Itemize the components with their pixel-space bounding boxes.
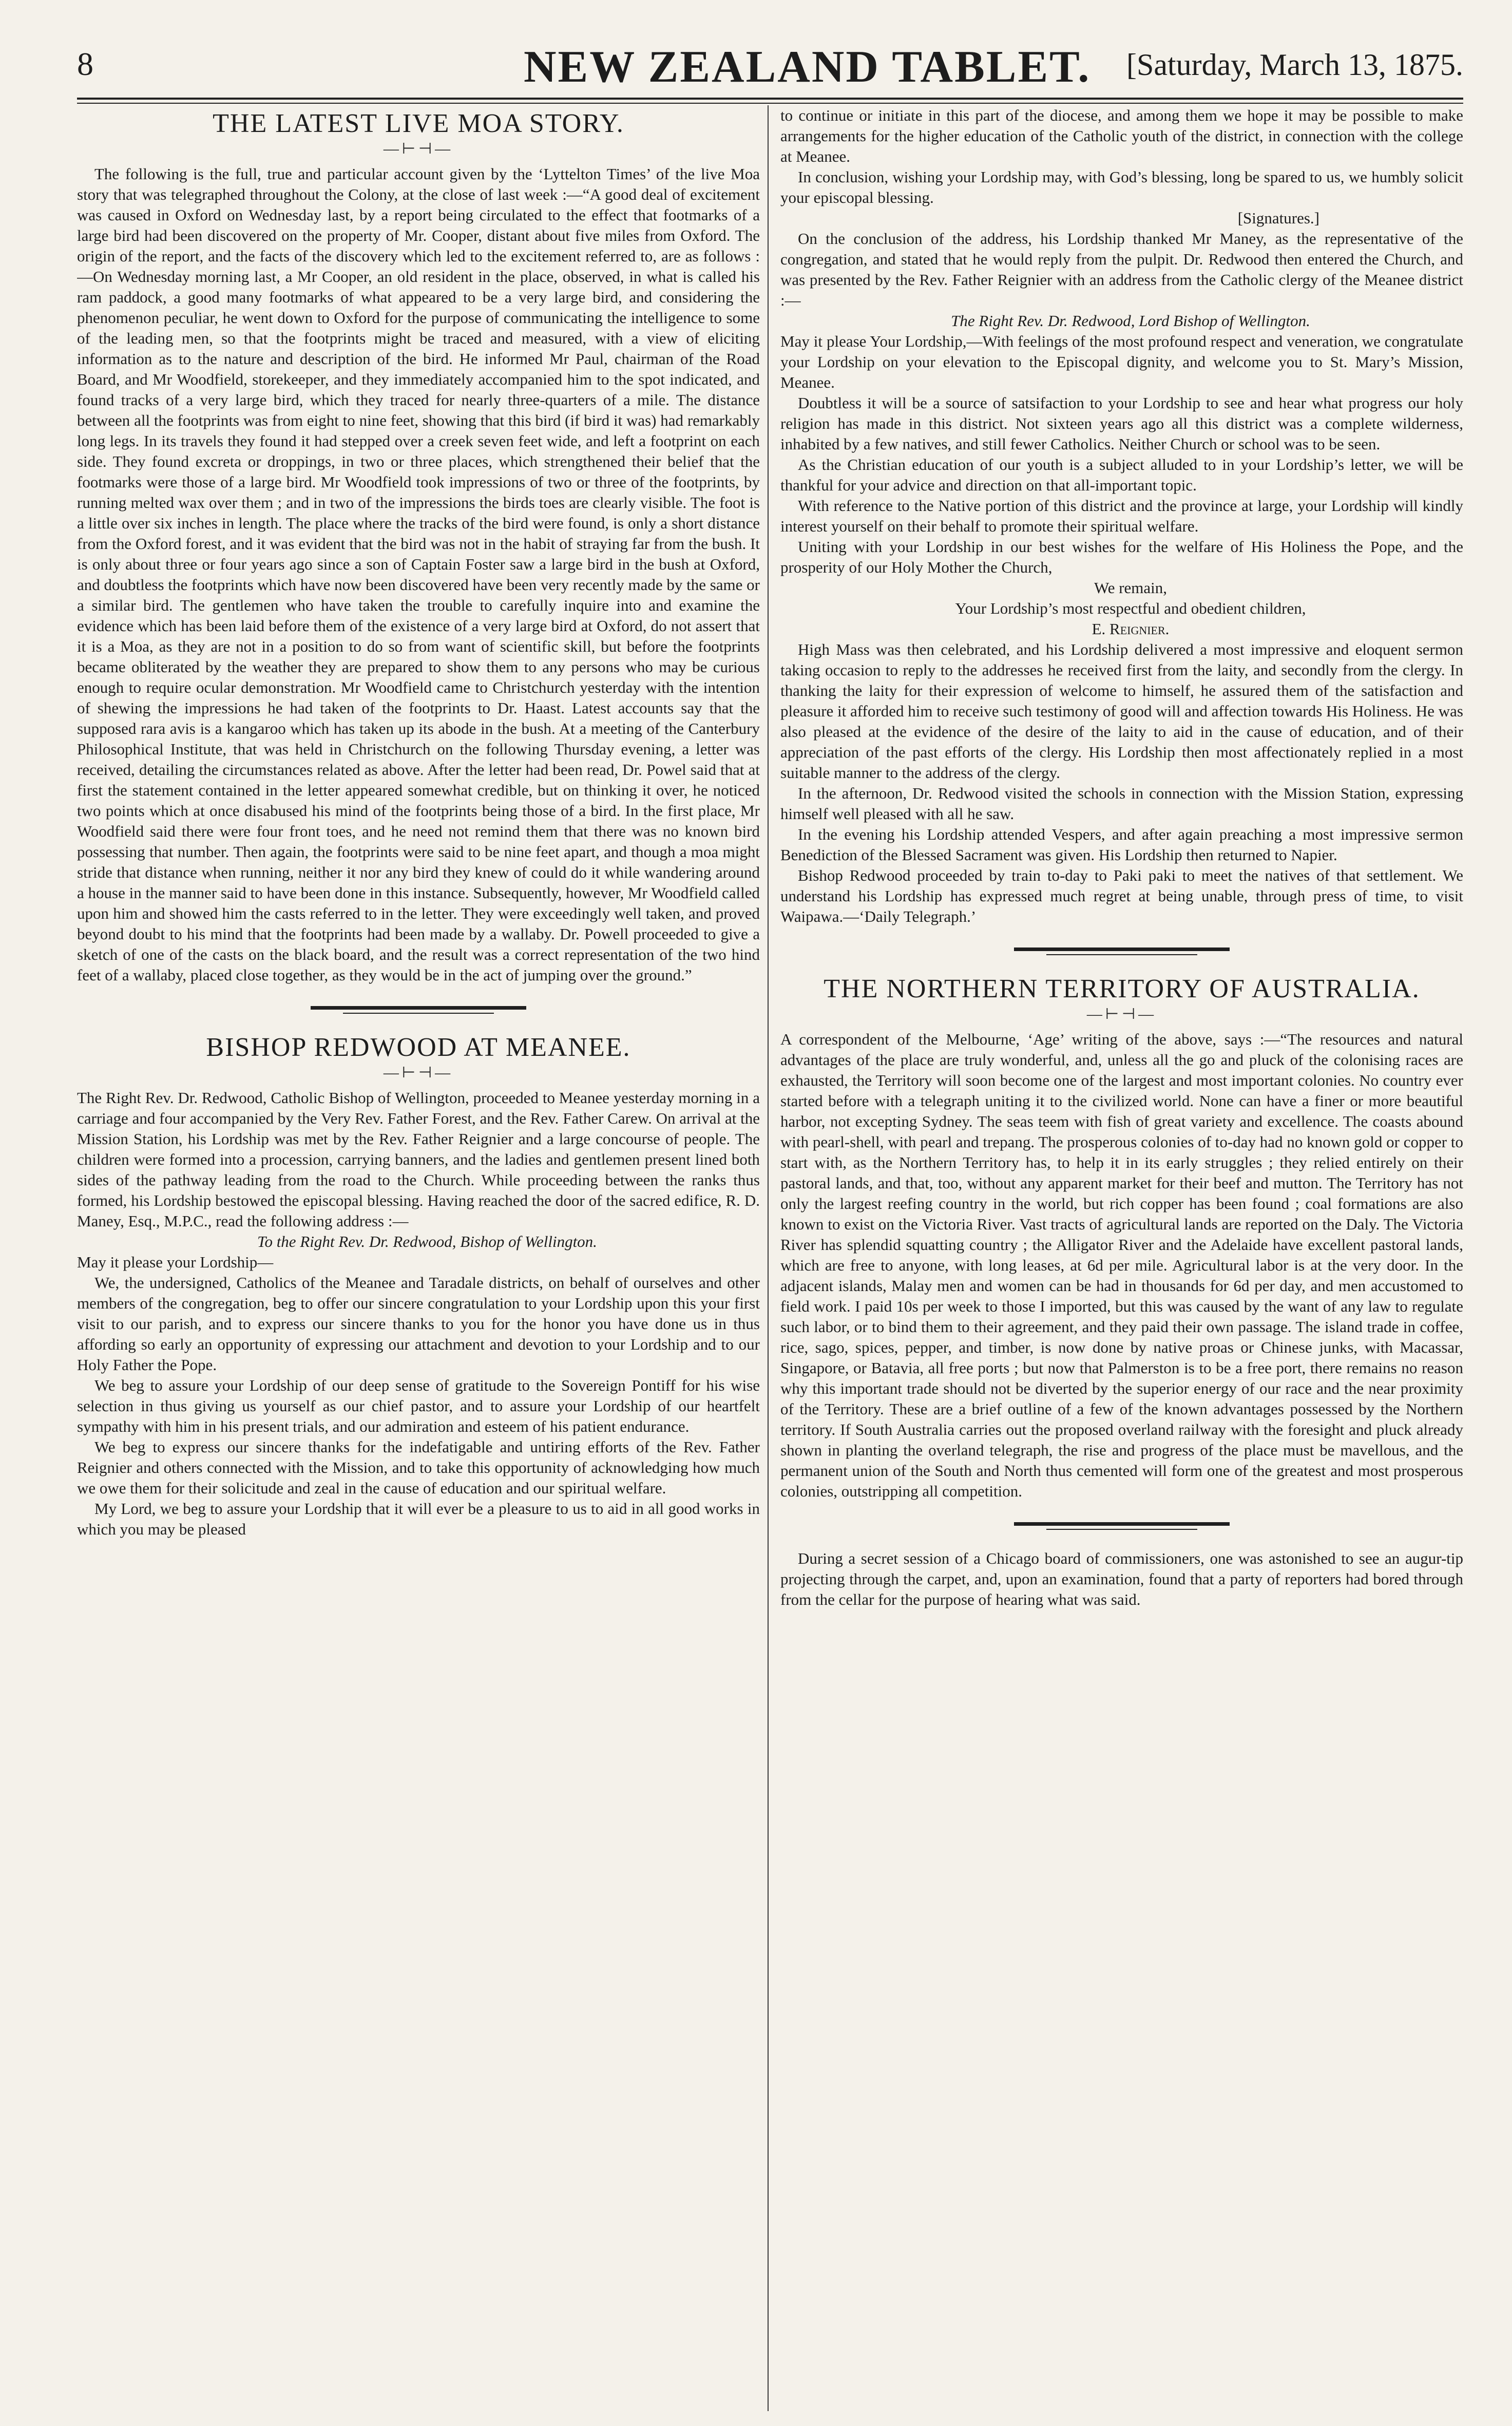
section-divider (311, 1006, 526, 1014)
left-column (77, 105, 760, 2411)
after-paragraph: High Mass was then celebrated, and his Lordship delivered a most impressive and eloquent sermon taking occasion to reply to the addresses he received first from the laity, and secondly from the clergy. In thanking the laity for their expression of welcome to himself, he assured them of the satisfaction and pleasure it afforded him to receive such testimony of good will and affection towards His Holiness. He was also pleased at the evidence of the desire of the laity to aid in the cause of education, and of their appreciation of the past efforts of the clergy. His Lordship then most affectionately replied in a most suitable manner to the address of the clergy. (780, 640, 1463, 782)
right-column (780, 105, 1463, 2411)
redwood-headline: BISHOP REDWOOD AT MEANEE. (206, 1033, 631, 1062)
signatures-note: [Signatures.] (1237, 209, 1319, 227)
northern-paragraph: A correspondent of the Melbourne, ‘Age’ writing of the above, says :—“The resources and natural advantages of the place are truly wonderful, and, unless all the go and pluck of the colonising races are exhausted, the Territory will soon become one of the largest and most important colonies. No country ever started before with a telegraph uniting it to the civilized world. None can have a finer or more beautiful harbor, not excepting Sydney. The seas teem with fish of great variety and excellence. The coasts abound with pearl-shell, with pearl and trepang. The prosperous colonies of to-day had no known gold or copper to start with, as the Northern Territory has, to help it in its early struggles ; they relied entirely on their pastoral lands, and that, too, without any apparent market for their beef and mutton. The Territory has not only the largest reefing country in the world, but rich copper has been found ; coal formations are also known to exist on the Victoria River. Vast tracts of agricultural lands are reported on the Daly. The Victoria River has splendid squatting country ; the Alligator River and the Adelaide have excellent pastoral lands, which are free to anyone, with long leases, at 6d per mile. Agricultural labor is at the very door. In the adjacent islands, Malay men and women can be had in thousands for 6d per day, and men accustomed to field work. I paid 10s per week to those I imported, but this was caused by the want of any law to regulate such labor, or to bind them to their agreement, and they paid their own passage. The island trade in coffee, rice, sago, spices, pepper, and timber, is now done by native proas or Chinese junks, with Macassar, Singapore, or Batavia, all free ports ; but now that Palmerston is to be a free port, there remains no reason why this important trade should not be diverted by the superior energy of our race and the near proximity of the Territory. These are a brief outline of a few of the known advantages possessed by the Northern territory. If South Australia carries out the proposed overland railway with the foresight and pluck already shown in planting the overland telegraph, the rise and progress of the place must be mavellous, and the permanent union of the South and North thus cemented will form one of the greatest and most prosperous colonies, outstripping all competition. (780, 1030, 1463, 1500)
page-number: 8 (77, 46, 93, 82)
chicago-paragraph: During a secret session of a Chicago board of commissioners, one was astonished to see an augur-tip projecting through the carpet, and, upon an examination, found that a party of reporters had bored through from the cellar for the purpose of hearing what was said. (780, 1549, 1463, 1608)
address1-paragraph: We beg to assure your Lordship of our deep sense of gratitude to the Sovereign Pontiff for his wise selection in thus giving us yourself as our chief pastor, and to assure your Lordship of our heartfelt sympathy with him in his present trials, and our admiration and esteem of his patient endurance. (77, 1376, 760, 1435)
after-paragraph: Bishop Redwood proceeded by train to-day to Paki paki to meet the natives of that settlement. We understand his Lordship has expressed much regret at being unable, through press of time, to visit Waipawa.—‘Daily Telegraph.’ (780, 866, 1463, 925)
address1-continuation: to continue or initiate in this part of the diocese, and among them we hope it may be possible to make arrangements for the higher education of the Catholic youth of the district, in connection with the college at Meanee. (780, 106, 1463, 165)
column-divider (768, 105, 769, 2411)
address1-salutation: May it please your Lordship— (77, 1253, 274, 1271)
section-divider (1014, 1522, 1230, 1530)
masthead: NEW ZEALAND TABLET. (524, 42, 1091, 92)
redwood-intro: The Right Rev. Dr. Redwood, Catholic Bishop of Wellington, proceeded to Meanee yesterday morning in a carriage and four accompanied by the Very Rev. Father Forest, and the Rev. Father Carew. On arrival at the Mission Station, his Lordship was met by the Rev. Father Reignier and a large concourse of people. The children were formed into a procession, carrying banners, and the ladies and gentlemen present lined both sides of the pathway leading from the road to the Church. While proceeding between the ranks thus formed, his Lordship bestowed the episcopal blessing. Having reached the door of the sacred edifice, R. D. Maney, Esq., M.P.C., read the following address :— (77, 1089, 760, 1230)
address1-paragraph: We beg to express our sincere thanks for the indefatigable and untiring efforts of the Rev. Father Reignier and others connected with the Mission, and to take this opportunity of acknowledging how much we owe them for their solicitude and zeal in the cause of education and our spiritual welfare. (77, 1438, 760, 1497)
page-header (77, 41, 1463, 98)
closing-we-remain: We remain, (1094, 579, 1168, 597)
address1-paragraph: My Lord, we beg to assure your Lordship that it will ever be a pleasure to us to aid in all good works in which you may be pleased (77, 1500, 760, 1538)
address2-paragraph: May it please Your Lordship,—With feelings of the most profound respect and veneration, we congratulate your Lordship on your elevation to the Episcopal dignity, and welcome you to St. Mary’s Mission, Meanee. (780, 332, 1463, 391)
ornament: —⊢⊣— (383, 140, 454, 157)
reply-paragraph: On the conclusion of the address, his Lordship thanked Mr Maney, as the representative of the congregation, and stated that he would reply from the pulpit. Dr. Redwood then entered the Church, and was presented by the Rev. Father Reignier with an address from the Catholic clergy of the Meanee district :— (780, 230, 1463, 309)
after-paragraph: In the afternoon, Dr. Redwood visited the schools in connection with the Mission Station, expressing himself well pleased with all he saw. (780, 784, 1463, 823)
address2-paragraph: Doubtless it will be a source of satsifaction to your Lordship to see and hear what progress our holy religion has made in this district. Not sixteen years ago all this district was a complete wilderness, inhabited by a few natives, and still fewer Catholics. Neither Church or school was to be seen. (780, 394, 1463, 453)
address2-heading: The Right Rev. Dr. Redwood, Lord Bishop of Wellington. (951, 312, 1310, 330)
ornament: —⊢⊣— (1086, 1006, 1157, 1022)
address2-paragraph: With reference to the Native portion of this district and the province at large, your Lordship will kindly interest yourself on their behalf to promote their spiritual welfare. (780, 497, 1463, 535)
closing-signer: E. Reignier. (1092, 620, 1170, 638)
section-divider (1014, 947, 1230, 955)
address1-heading: To the Right Rev. Dr. Redwood, Bishop of Wellington. (257, 1233, 597, 1250)
closing-children: Your Lordship’s most respectful and obedient children, (955, 599, 1306, 617)
address2-paragraph: As the Christian education of our youth is a subject alluded to in your Lordship’s letter, we will be thankful for your advice and direction on that all-important topic. (780, 456, 1463, 494)
header-rule (77, 98, 1463, 104)
issue-date: [Saturday, March 13, 1875. (1126, 48, 1463, 82)
address2-paragraph: Uniting with your Lordship in our best wishes for the welfare of His Holiness the Pope, and the prosperity of our Holy Mother the Church, (780, 538, 1463, 576)
address1-paragraph: We, the undersigned, Catholics of the Meanee and Taradale districts, on behalf of ourselves and other members of the congregation, beg to offer our sincere congratulation to your Lordship upon this your first visit to our parish, and to express our sincere thanks to you for the honor you have done us in thus affording so early an opportunity of expressing our attachment and devotion to your Lordship and to our Holy Father the Pope. (77, 1274, 760, 1374)
ornament: —⊢⊣— (383, 1064, 454, 1081)
moa-paragraph: The following is the full, true and particular account given by the ‘Lyttelton Times’ of the live Moa story that was telegraphed throughout the Colony, at the close of last week :—“A good deal of excitement was caused in Oxford on Wednesday last, by a report being circulated to the effect that footmarks of a large bird had been discovered on the property of Mr. Cooper, distant about five miles from Oxford. The origin of the report, and the facts of the discovery which led to the excitement referred to, are as follows :—On Wednesday morning last, a Mr Cooper, an old resident in the place, observed, in what is called his ram paddock, a good many footmarks of what appeared to be a very large bird, and considering the phenomenon peculiar, he went down to Oxford for the purpose of communicating the intelligence to some of the leading men, so that the footprints might be traced and measured, with a view of eliciting information as to the nature and description of the bird. He informed Mr Paul, chairman of the Road Board, and Mr Woodfield, storekeeper, and they immediately accompanied him to the spot indicated, and found tracks of a very large bird, which they traced for nearly three-quarters of a mile. The distance between all the footprints was from eight to nine feet, showing that this bird (if bird it was) had remarkably long legs. In its travels they found it had stepped over a creek seven feet wide, and left a footprint on each side. They found excreta or droppings, in two or three places, which strengthened their belief that the footmarks were those of a large bird. Mr Woodfield took impressions of two or three of the footprints, by running melted wax over them ; and in two of the impressions the birds toes are clearly visible. The foot is a little over six inches in length. The place where the tracks of the bird were found, is only a short distance from the Oxford forest, and it was evident that the bird was not in the habit of straying far from the bush. It is only about three or four years ago since a son of Captain Foster saw a large bird in the bush at Oxford, and doubtless the footprints which have now been discovered have been very recently made by the same or a similar bird. The gentlemen who have taken the trouble to carefully inquire into and examine the evidence which has been laid before them of the existence of a very large bird at Oxford, do not assert that it is a Moa, as they are not in a position to do so from want of scientific skill, but before the footprints became obliterated by the weather they are prepared to show them to any persons who may be curious enough to require ocular demonstration. Mr Woodfield came to Christchurch yesterday with the intention of shewing the impressions he had taken of the footprints to Dr. Haast. Latest accounts say that the supposed rara avis is a kangaroo which has taken up its abode in the bush. At a meeting of the Canterbury Philosophical Institute, that was held in Christchurch on the following Thursday evening, a letter was received, detailing the circumstances related as above. After the letter had been read, Dr. Powel said that at first the statement contained in the letter appeared somewhat credible, but on thinking it over, he noticed two points which at once disabused his mind of the footprints being those of a bird. In the first place, Mr Woodfield said there were four front toes, and he need not remind them that there was no known bird possessing that number. Then again, the footprints were said to be nine feet apart, and though a moa might stride that distance when running, neither it nor any bird they knew of could do it while wandering around a house in the manner said to have been done in this instance. Subsequently, however, Mr Woodfield called upon him and showed him the casts referred to in the letter. They were exceedingly well taken, and proved beyond doubt to his mind that the footprints had been made by a wallaby. Dr. Powell proceeded to give a sketch of one of the casts on the black board, and the result was a correct representation of the two hind feet of a wallaby, placed close together, as they would be in the act of jumping over the ground.” (77, 165, 760, 984)
northern-headline: THE NORTHERN TERRITORY OF AUSTRALIA. (824, 974, 1420, 1003)
moa-headline: THE LATEST LIVE MOA STORY. (213, 109, 624, 138)
address1-conclusion: In conclusion, wishing your Lordship may, with God’s blessing, long be spared to us, we humbly solicit your episcopal blessing. (780, 168, 1463, 206)
after-paragraph: In the evening his Lordship attended Vespers, and after again preaching a most impressive sermon Benediction of the Blessed Sacrament was given. His Lordship then returned to Napier. (780, 825, 1463, 864)
